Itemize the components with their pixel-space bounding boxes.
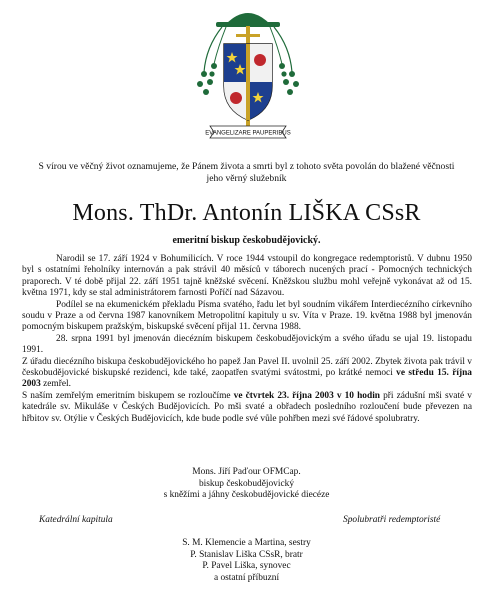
death-text-b: zemřel. bbox=[40, 379, 71, 390]
family-nephew: P. Pavel Liška, synovec bbox=[202, 561, 291, 571]
death-date: ve středu 15. října 2003 bbox=[22, 368, 472, 390]
death-text-a: Z úřadu diecézního biskupa českobudějovického ho papež Jan Pavel II. uvolnil 25. září 2002. Zbytek života pak trávil v českobudějovické biskupské rezidenci, kde také, zaopatřen svatými svátostmi, po krátké nemoci bbox=[22, 356, 472, 379]
funeral-text-b: při zádušní mši svaté v katedrále sv. Mikuláše v Českých Budějovicích. Po mši svaté a obřadech posledního rozloučení bude převezen na hřbitov sv. Otýlie v Českých Budějovicích, kde bude podle své vůle pohřben mezi své řádové spolubratry. bbox=[22, 390, 472, 424]
family-sisters: S. M. Klemencie a Martina, sestry bbox=[182, 538, 311, 548]
announcement-intro bbox=[30, 161, 463, 184]
family-block bbox=[0, 538, 493, 584]
signatory-block bbox=[0, 467, 493, 502]
paragraph-death bbox=[22, 357, 472, 391]
deceased-title: emeritní biskup českobudějovický. bbox=[172, 235, 321, 246]
family-relatives: a ostatní příbuzní bbox=[213, 572, 280, 583]
signatory-with: s kněžími a jáhny českobudějovické diecéze bbox=[163, 490, 330, 500]
coat-of-arms-icon bbox=[196, 2, 300, 140]
funeral-date: ve čtvrtek 23. října 2003 v 10 hodin bbox=[233, 390, 381, 401]
signatory-name: Mons. Jiří Paďour OFMCap. bbox=[192, 467, 301, 477]
crest-motto: EVANGELIZARE PAUPERIBUS bbox=[205, 130, 291, 137]
deceased-name: Mons. ThDr. Antonín LIŠKA CSsR bbox=[72, 200, 421, 226]
intro-line-1: S vírou ve věčný život oznamujeme, že Pánem života a smrti byl z tohoto světa povolán do blažené věčnosti bbox=[38, 161, 455, 172]
funeral-text-a: S naším zemřelým emeritním biskupem se rozloučíme bbox=[22, 390, 234, 401]
paragraph-diocese: 28. srpna 1991 byl jmenován diecézním biskupem českobudějovickým a svého úřadu se ujal 19. listopadu 1991. bbox=[22, 333, 472, 356]
signatory-role: biskup českobudějovický bbox=[198, 478, 295, 489]
chapter-signature: Katedrální kapitula bbox=[39, 515, 113, 525]
paragraph-birth: Narodil se 17. září 1924 v Bohumilicích. V roce 1944 vstoupil do kongregace redemptoristů. V dubnu 1950 byl s ostatními řeholníky internován a pak strávil 40 měsíců v táborech nucených prací - Pomocných technických praporech. V té době přijal 22. září 1951 tajně kněžské svěcení. Kněžskou službu mohl veřejně vykonávat až od 15. května 1971, kdy se stal administrátorem farnosti Poříčí nad Sázavou. bbox=[22, 254, 472, 299]
biography bbox=[22, 254, 472, 425]
brethren-signature: Spolubratři redemptoristé bbox=[343, 515, 441, 525]
paragraph-funeral bbox=[22, 391, 472, 425]
intro-line-2: jeho věrný služebník bbox=[206, 172, 287, 184]
paragraph-career: Podílel se na ekumenickém překladu Písma svatého, řadu let byl soudním vikářem Interdiecézního církevního soudu v Praze a od června 1987 kanovníkem Metropolitní kapituly u sv. Víta v Praze. 19. května 1988 byl jmenován pomocným biskupem pražským, biskupské svěcení přijal 11. června 1988. bbox=[22, 299, 472, 333]
family-brother: P. Stanislav Liška CSsR, bratr bbox=[190, 549, 303, 560]
